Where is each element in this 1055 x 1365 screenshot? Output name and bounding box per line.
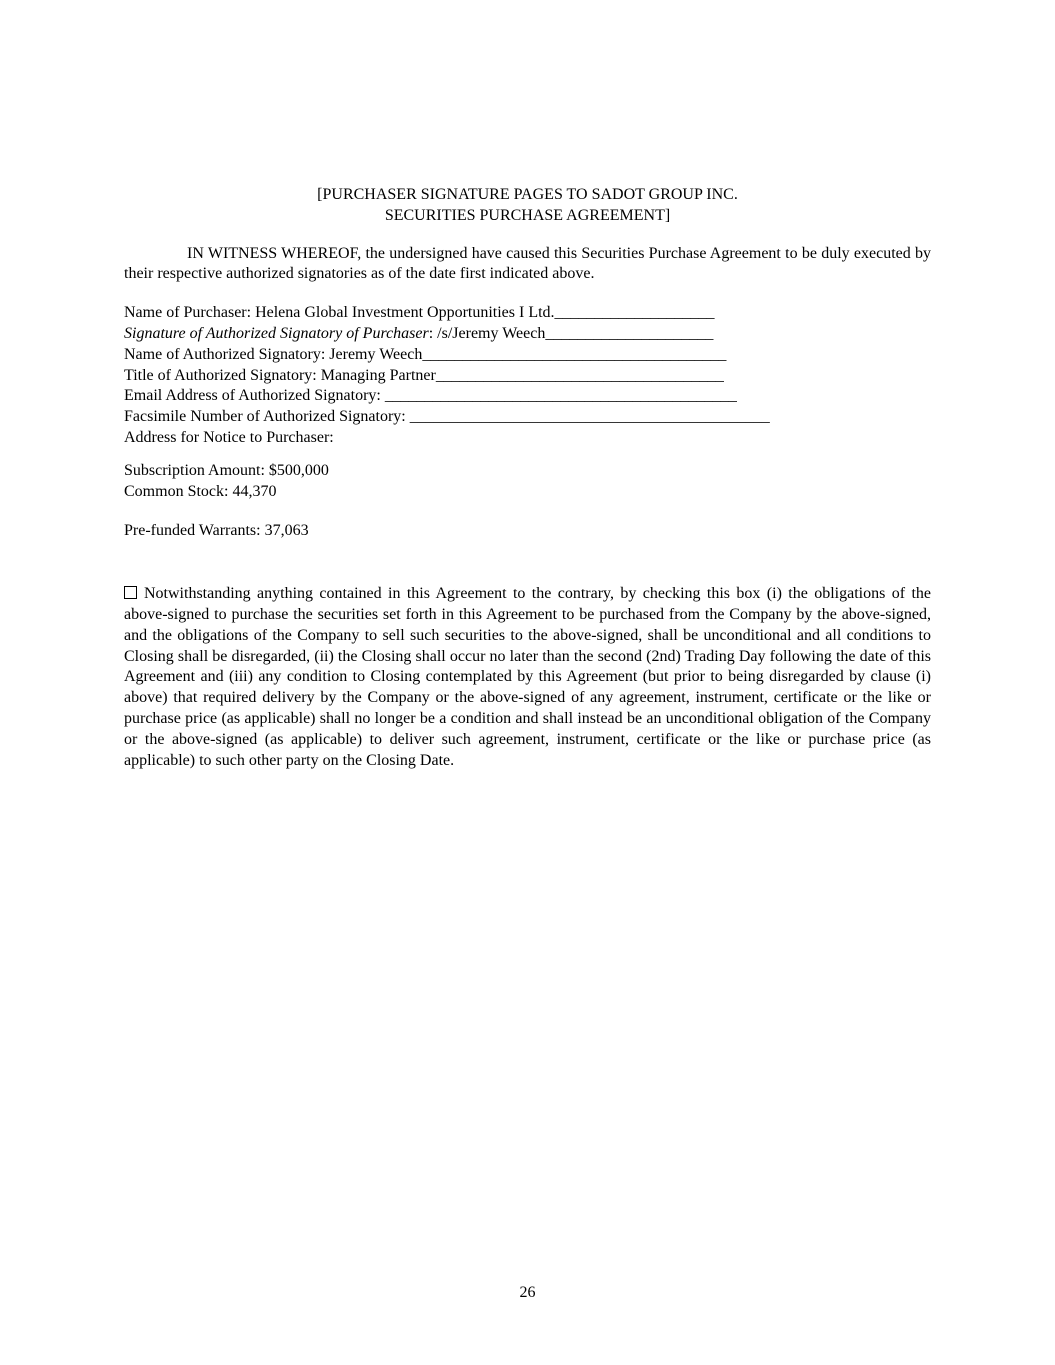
- amounts-block: [124, 461, 931, 503]
- field-name-of-purchaser: [124, 303, 931, 324]
- field-label: Email Address of Authorized Signatory:: [124, 387, 385, 405]
- signature-block: [124, 303, 931, 449]
- field-fill-line: ____________________________________: [435, 366, 724, 384]
- field-label: Facsimile Number of Authorized Signatory:: [124, 408, 410, 426]
- field-label-italic: Signature of Authorized Signatory of Purchaser: [124, 324, 429, 342]
- field-address-for-notice: [124, 428, 931, 449]
- field-email-address: [124, 386, 931, 407]
- page-number: 26: [519, 1284, 536, 1301]
- field-label: : /s/Jeremy Weech: [428, 324, 546, 342]
- unconditional-closing-paragraph: [124, 584, 931, 771]
- field-fill-line: ____________________________________________: [384, 387, 737, 405]
- common-stock-amount: Common Stock: 44,370: [124, 482, 277, 500]
- checkbox-icon: [124, 586, 137, 599]
- field-signature-of-authorized-signatory: [124, 324, 931, 345]
- field-label: Title of Authorized Signatory: Managing Partner: [124, 366, 436, 384]
- page-content: [124, 185, 931, 787]
- field-label: Name of Authorized Signatory: Jeremy Weech: [124, 345, 423, 363]
- field-fill-line: _____________________: [545, 324, 714, 342]
- field-fill-line: _____________________________________________: [409, 408, 770, 426]
- field-fill-line: ____________________: [554, 304, 715, 322]
- field-label: Name of Purchaser: Helena Global Investment Opportunities I Ltd.: [124, 304, 555, 322]
- field-title-of-authorized-signatory: [124, 366, 931, 387]
- field-label: Address for Notice to Purchaser:: [124, 428, 334, 446]
- intro-paragraph: IN WITNESS WHEREOF, the undersigned have caused this Securities Purchase Agreement to be duly executed by their respective authorized signatories as of the date first indicated above.: [124, 244, 931, 283]
- field-fill-line: ______________________________________: [422, 345, 727, 363]
- document-title: [124, 185, 931, 227]
- title-line-1: [PURCHASER SIGNATURE PAGES TO SADOT GROUP INC.: [317, 186, 738, 203]
- field-name-of-authorized-signatory: [124, 345, 931, 366]
- unconditional-closing-text: Notwithstanding anything contained in this Agreement to the contrary, by checking this box (i) the obligations of the above-signed to purchase the securities set forth in this Agreement to be purchased from the Company by the above-signed, and the obligations of the Company to sell such securities to the above-signed, shall be unconditional and all conditions to Closing shall be disregarded, (ii) the Closing shall occur no later than the second (2nd) Trading Day following the date of this Agreement and (iii) any condition to Closing contemplated by this Agreement (but prior to being disregarded by clause (i) above) that required delivery by the Company or the above-signed of any agreement, instrument, certificate or the like or purchase price (as applicable) shall no longer be a condition and shall instead be an unconditional obligation of the Company or the above-signed (as applicable) to deliver such agreement, instrument, certificate or the like or purchase price (as applicable) to such other party on the Closing Date.: [124, 585, 931, 769]
- title-line-2: SECURITIES PURCHASE AGREEMENT]: [384, 206, 671, 224]
- prefunded-warrants-amount: Pre-funded Warrants: 37,063: [124, 522, 309, 540]
- subscription-amount: Subscription Amount: $500,000: [124, 461, 329, 479]
- field-facsimile-number: [124, 407, 931, 428]
